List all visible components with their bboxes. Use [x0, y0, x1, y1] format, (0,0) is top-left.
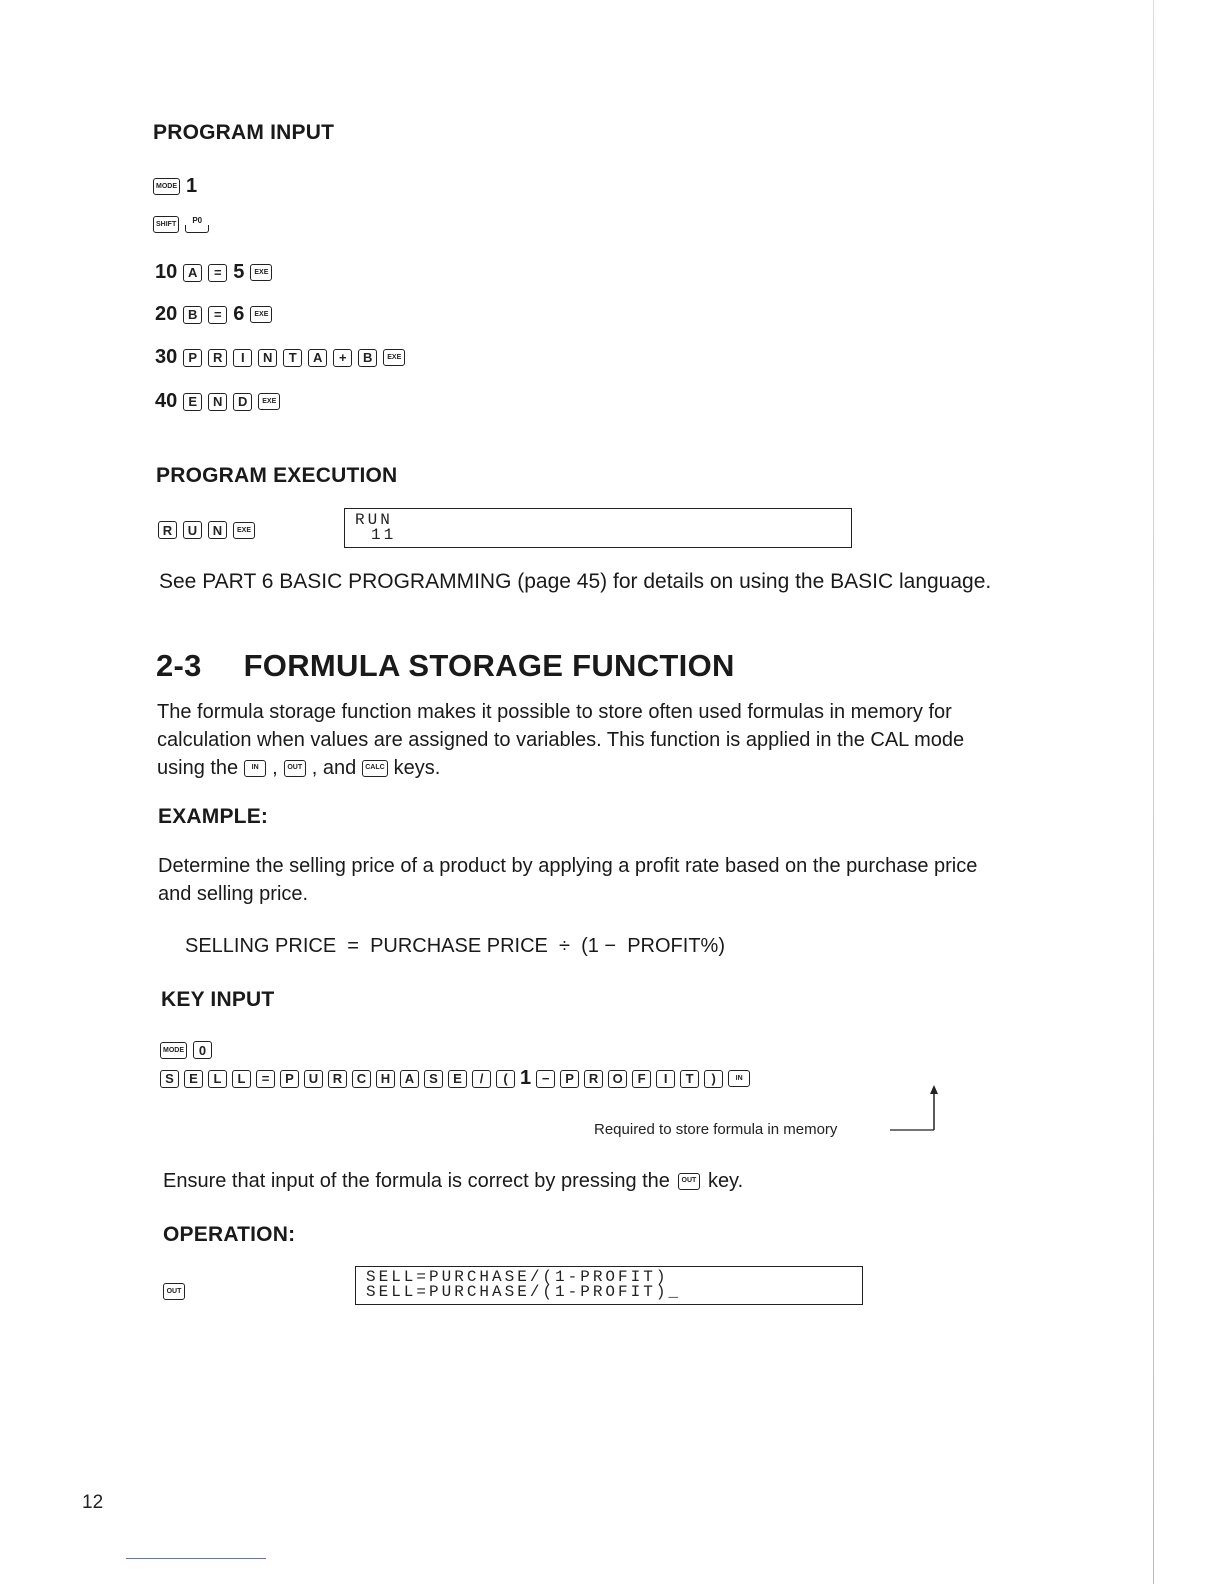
program-line-40 — [155, 390, 280, 413]
display-line-1: SELL=PURCHASE/(1-PROFIT) — [366, 1268, 669, 1286]
run-keys — [158, 521, 255, 539]
key-equals: = — [256, 1070, 275, 1088]
program-input-heading: PROGRAM INPUT — [153, 121, 335, 144]
key-b: B — [183, 306, 202, 324]
key-plus: + — [333, 349, 352, 367]
program-execution-heading: PROGRAM EXECUTION — [156, 464, 398, 487]
out-key: OUT — [163, 1283, 185, 1300]
key-o: O — [608, 1070, 627, 1088]
key-l: L — [232, 1070, 251, 1088]
exe-key: EXE — [258, 393, 280, 410]
display-line-2: SELL=PURCHASE/(1-PROFIT)_ — [366, 1283, 682, 1301]
key-i: I — [233, 349, 252, 367]
section-title: FORMULA STORAGE FUNCTION — [243, 648, 735, 683]
program-line-10 — [155, 261, 272, 284]
paragraph-text: , — [272, 757, 278, 779]
section-number: 2-3 — [156, 648, 202, 683]
key-p: P — [280, 1070, 299, 1088]
formula-key-sequence — [160, 1067, 750, 1090]
pb-key-icon — [185, 216, 209, 233]
ensure-text — [163, 1167, 743, 1195]
key-minus: − — [536, 1070, 555, 1088]
example-description — [158, 852, 1058, 908]
key-p: P — [183, 349, 202, 367]
program-line-20 — [155, 303, 272, 326]
key-t: T — [680, 1070, 699, 1088]
key-h: H — [376, 1070, 395, 1088]
exe-key: EXE — [383, 349, 405, 366]
key-c: C — [352, 1070, 371, 1088]
key-equals: = — [208, 264, 227, 282]
operation-heading: OPERATION: — [163, 1223, 296, 1246]
key-n: N — [208, 393, 227, 411]
description-line: and selling price. — [158, 883, 309, 905]
line-number: 30 — [155, 346, 178, 368]
mode-key: MODE — [153, 178, 180, 195]
key-e: E — [183, 393, 202, 411]
mode-0-line — [160, 1041, 212, 1059]
page-number: 12 — [82, 1492, 104, 1513]
key-f: F — [632, 1070, 651, 1088]
line-number: 10 — [155, 261, 178, 283]
exe-key: EXE — [233, 522, 255, 539]
annotation-arrow-icon — [880, 1084, 950, 1134]
in-key: IN — [244, 760, 266, 777]
key-divide: / — [472, 1070, 491, 1088]
calc-key: CALC — [362, 760, 387, 777]
exe-key: EXE — [250, 306, 272, 323]
out-key: OUT — [284, 760, 306, 777]
section-heading — [156, 648, 735, 684]
key-r: R — [158, 521, 177, 539]
key-0: 0 — [193, 1041, 212, 1059]
key-t: T — [283, 349, 302, 367]
shift-key: SHIFT — [153, 216, 179, 233]
pb-label: P0 — [192, 216, 203, 225]
description-line: Determine the selling price of a product by applying a profit rate based on the purchase price — [158, 855, 978, 877]
paragraph-text: , and — [311, 757, 357, 779]
key-p: P — [560, 1070, 579, 1088]
line-number: 20 — [155, 303, 178, 325]
paragraph-text: using the — [157, 757, 239, 779]
formula-text: SELLING PRICE = PURCHASE PRICE ÷ (1 − PROFIT%) — [185, 935, 725, 957]
ensure-text-part: key. — [707, 1170, 744, 1192]
key-s: S — [160, 1070, 179, 1088]
paragraph-line: calculation when values are assigned to variables. This function is applied in the CAL mode — [157, 729, 965, 751]
key-b: B — [358, 349, 377, 367]
key-r: R — [328, 1070, 347, 1088]
ensure-text-part: Ensure that input of the formula is correct by pressing the — [163, 1170, 670, 1192]
line-number: 40 — [155, 390, 178, 412]
paragraph-line — [157, 754, 1057, 782]
key-equals: = — [208, 306, 227, 324]
operation-display — [355, 1266, 863, 1305]
key-a: A — [183, 264, 202, 282]
example-heading: EXAMPLE: — [158, 805, 269, 828]
display-line-2: 11 — [371, 526, 397, 544]
digit-6: 6 — [233, 303, 245, 325]
operation-key — [163, 1280, 185, 1300]
in-key: IN — [728, 1070, 750, 1087]
key-input-heading: KEY INPUT — [161, 988, 275, 1011]
key-e: E — [184, 1070, 203, 1088]
exe-key: EXE — [250, 264, 272, 281]
display-line-1: RUN — [355, 511, 393, 529]
key-a: A — [400, 1070, 419, 1088]
shift-pb-line — [153, 216, 209, 233]
key-r: R — [208, 349, 227, 367]
page-edge-shadow — [1153, 0, 1154, 1584]
run-display — [344, 508, 852, 548]
see-part-text: See PART 6 BASIC PROGRAMMING (page 45) for details on using the BASIC language. — [159, 570, 992, 593]
key-open-paren: ( — [496, 1070, 515, 1088]
out-key: OUT — [678, 1173, 700, 1190]
key-u: U — [304, 1070, 323, 1088]
key-e: E — [448, 1070, 467, 1088]
paragraph-text: keys. — [393, 757, 441, 779]
digit-1: 1 — [520, 1067, 532, 1089]
key-n: N — [208, 521, 227, 539]
section-paragraph — [157, 698, 1057, 782]
key-d: D — [233, 393, 252, 411]
key-n: N — [258, 349, 277, 367]
mode-number: 1 — [186, 175, 198, 197]
key-r: R — [584, 1070, 603, 1088]
key-i: I — [656, 1070, 675, 1088]
mode-line — [153, 175, 197, 198]
footer-rule — [126, 1558, 266, 1559]
key-l: L — [208, 1070, 227, 1088]
digit-5: 5 — [233, 261, 245, 283]
program-line-30 — [155, 346, 405, 369]
key-a: A — [308, 349, 327, 367]
annotation-text: Required to store formula in memory — [594, 1121, 838, 1138]
key-s: S — [424, 1070, 443, 1088]
key-close-paren: ) — [704, 1070, 723, 1088]
key-u: U — [183, 521, 202, 539]
mode-key: MODE — [160, 1042, 187, 1059]
paragraph-line: The formula storage function makes it possible to store often used formulas in memory for — [157, 701, 952, 723]
